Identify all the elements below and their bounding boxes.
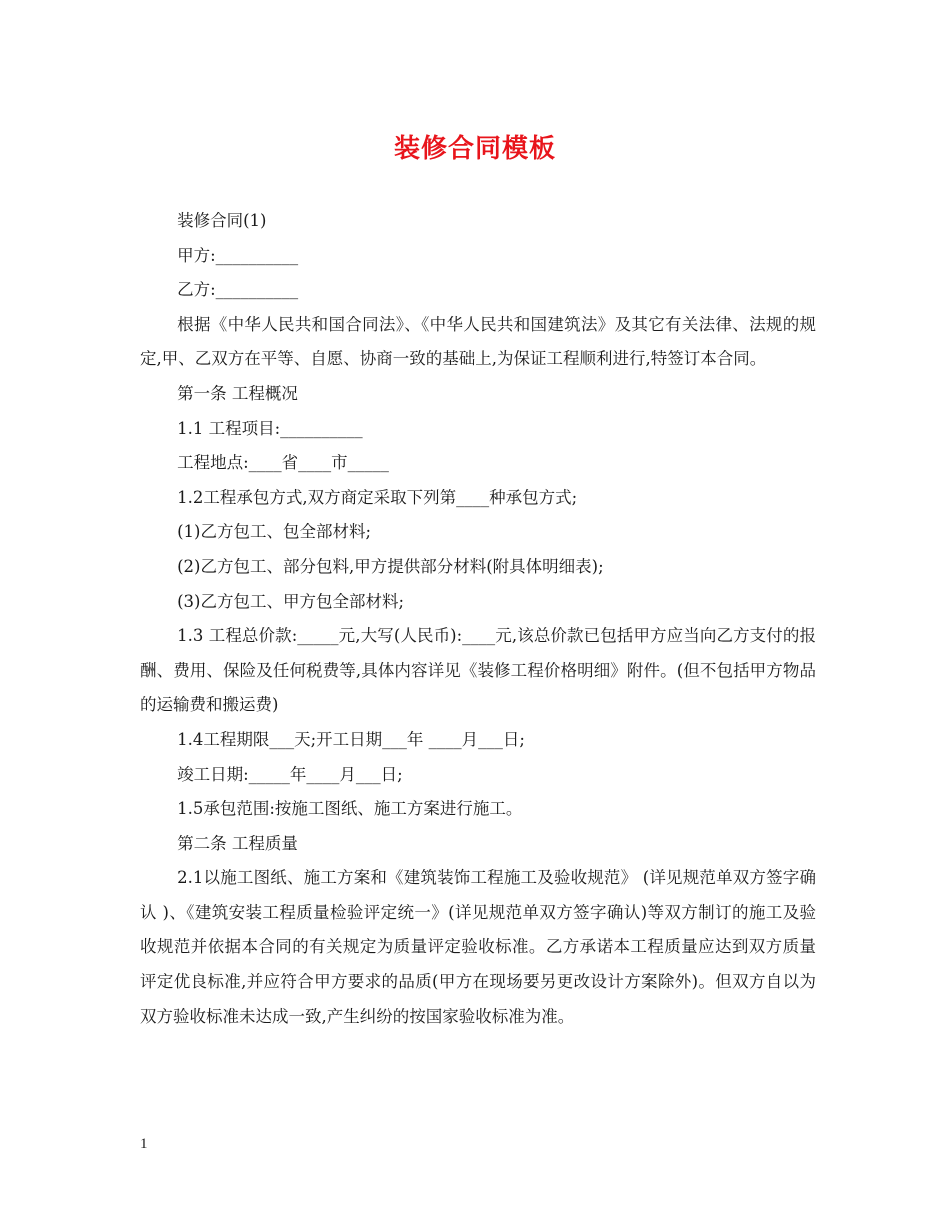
document-title: 装修合同模板 [393,134,556,164]
clause-2-1: 2.1以施工图纸、施工方案和《建筑装饰工程施工及验收规范》 (详见规范单双方签字确认 )、《建筑安装工程质量检验评定统一》(详见规范单双方签字确认)等双方制订的施工及验收规范并依据本合同的有关规定为质量评定验收标准。乙方承诺本工程质量应达到双方质量评定优良标准,并应符合甲方要求的品质(甲方在现场要另更改设计方案除外)。但双方自以为双方验收标准未达成一致,产生纠纷的按国家验收标准为准。 [140,868,816,1026]
option-3: (3)乙方包工、甲方包全部材料; [177,591,405,611]
preamble-paragraph: 根据《中华人民共和国合同法》、《中华人民共和国建筑法》及其它有关法律、法规的规定,甲、乙双方在平等、自愿、协商一致的基础上,为保证工程顺利进行,特签订本合同。 [140,314,816,369]
option-2: (2)乙方包工、部分包料,甲方提供部分材料(附具体明细表); [177,556,604,576]
clause-1-2: 1.2工程承包方式,双方商定采取下列第____种承包方式; [177,487,578,507]
party-b-line: 乙方:__________ [177,280,299,300]
clause-1-5: 1.5承包范围:按施工图纸、施工方案进行施工。 [177,799,523,819]
article-2-heading: 第二条 工程质量 [177,833,298,853]
completion-date-line: 竣工日期:_____年____月___日; [177,764,403,784]
project-location-line: 工程地点:____省____市_____ [177,453,389,473]
clause-1-4: 1.4工程期限___天;开工日期___年 ____月___日; [177,729,525,749]
party-a-line: 甲方:__________ [177,245,299,265]
article-1-heading: 第一条 工程概况 [177,383,298,403]
option-1: (1)乙方包工、包全部材料; [177,522,372,542]
page-number: 1 [140,1136,148,1152]
contract-subtitle: 装修合同(1) [177,211,267,230]
clause-1-1: 1.1 工程项目:__________ [177,418,363,438]
document-body [140,204,816,1034]
clause-1-3: 1.3 工程总价款:_____元,大写(人民币):____元,该总价款已包括甲方应当向乙方支付的报酬、费用、保险及任何税费等,具体内容详见《装修工程价格明细》附件。(但不包括甲方物品的运输费和搬运费) [140,626,816,715]
